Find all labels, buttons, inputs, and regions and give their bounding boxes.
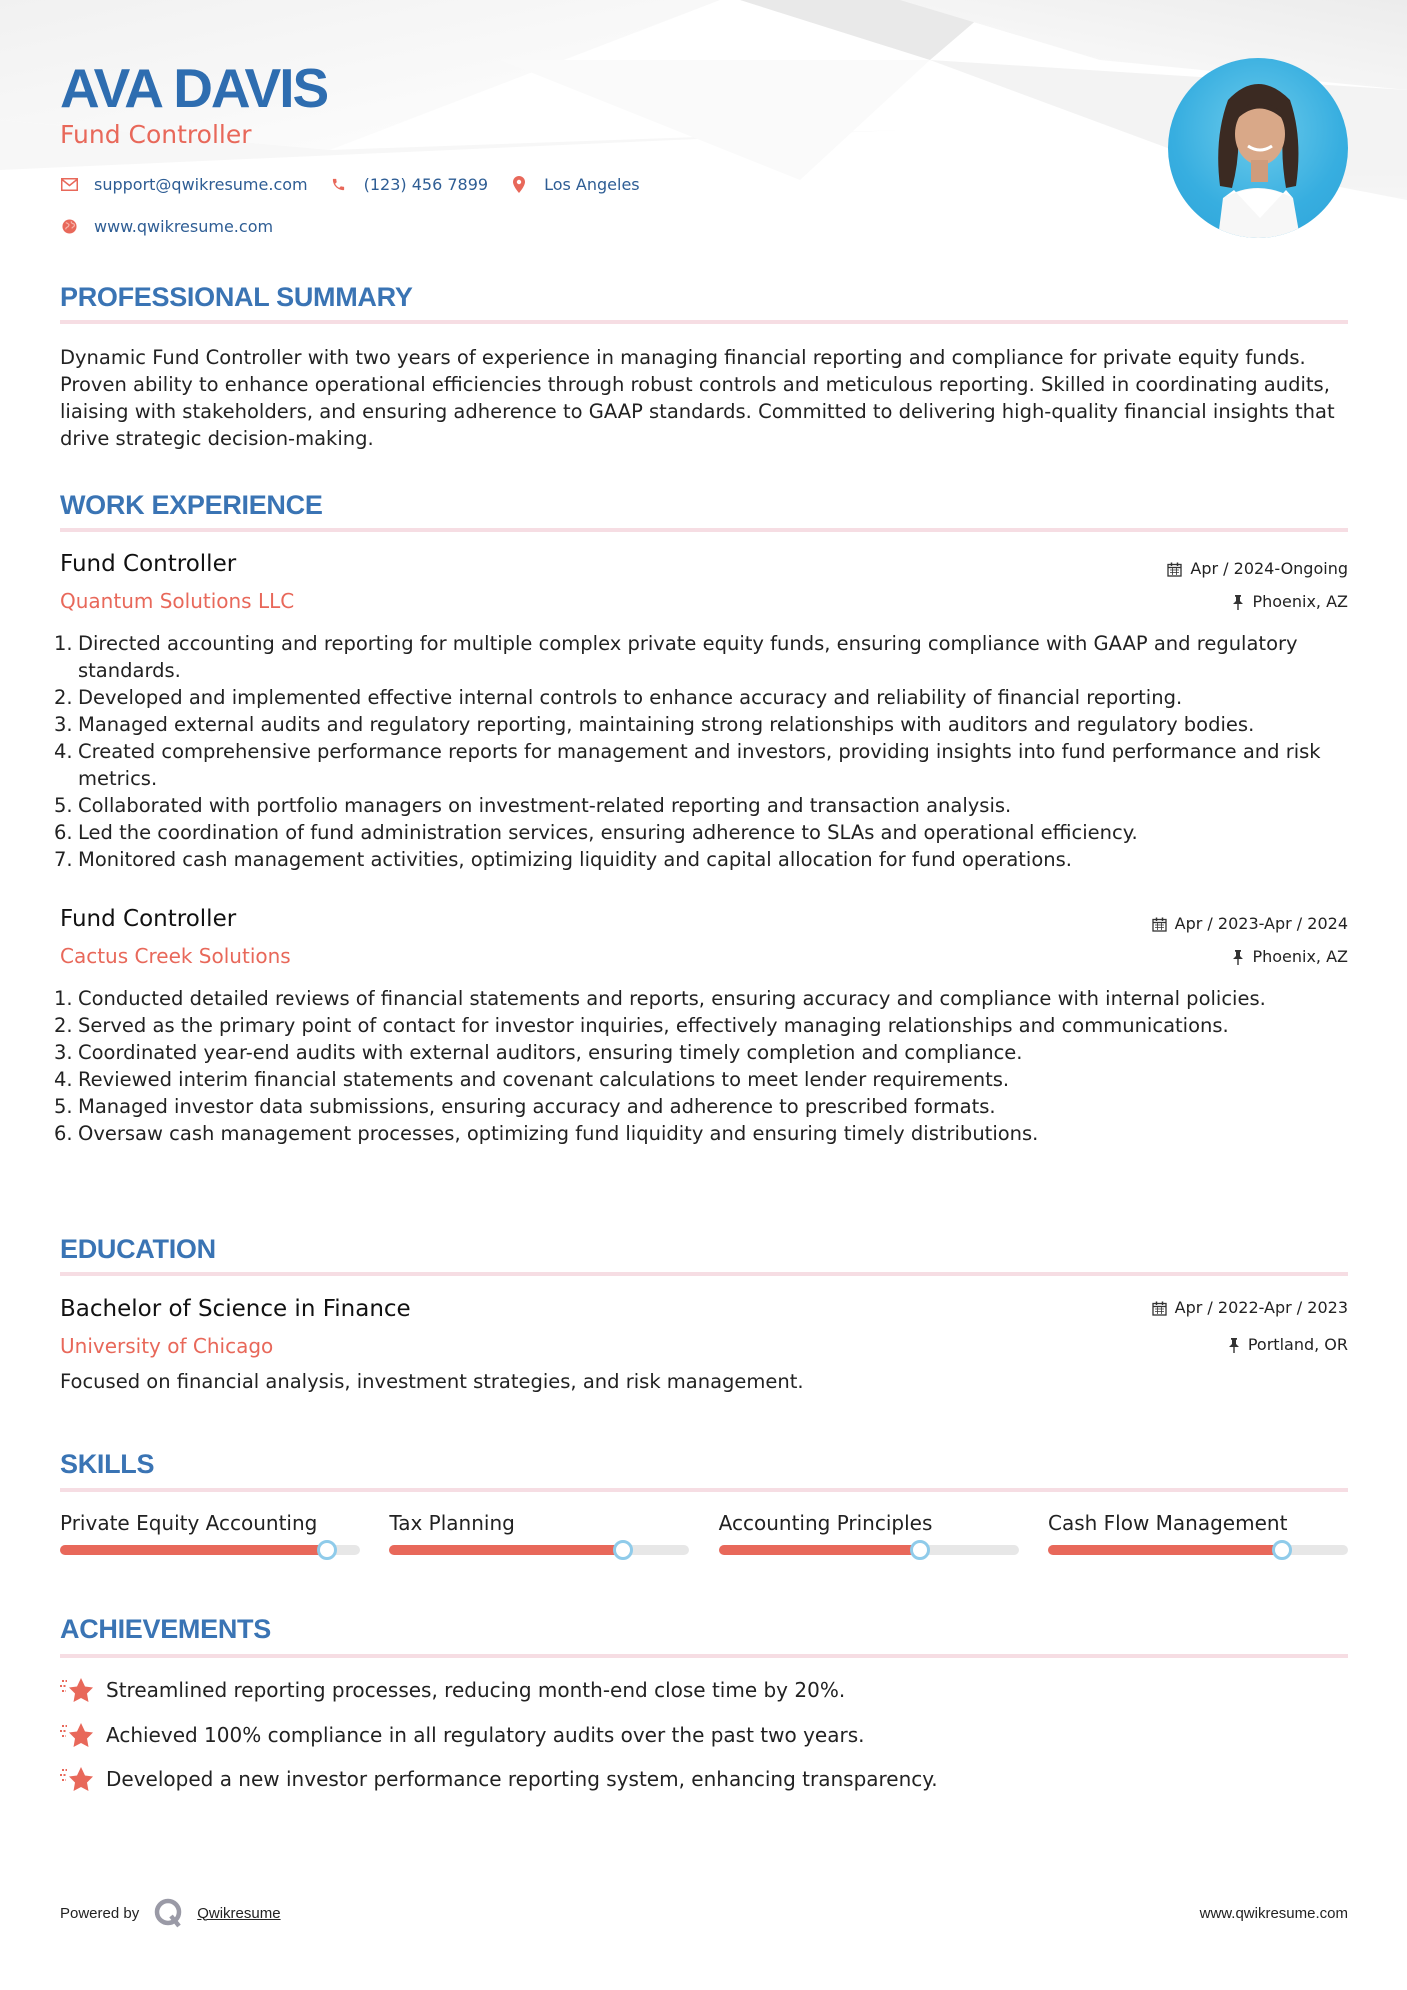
skill-label: Cash Flow Management [1047,1511,1288,1535]
achievement-text: Streamlined reporting processes, reducing month-end close time by 20%. [106,1678,846,1703]
job-dates [1152,914,1348,934]
summary-text: Dynamic Fund Controller with two years of experience in managing financial reporting and compliance for private equity funds. Proven ability to enhance operational efficiencies through robust controls and meticulous reporting. Skilled in coordinating audits, liaising with stakeholders, and ensuring adherence to GAAP standards. Committed to delivering high-quality financial insights that drive strategic decision-making. [60,346,1335,450]
powered-by-label: Powered by [60,1904,140,1922]
skill-level-bar [60,1545,360,1555]
skill-level-knob [317,1540,337,1560]
portrait-illustration [1168,58,1348,238]
school-name: University of Chicago [60,1334,274,1358]
list-item: 4. Reviewed interim financial statements and covenant calculations to meet lender requirements. [54,1068,1010,1091]
list-item [60,1757,1348,1802]
skill-level-fill [389,1545,623,1555]
skill-level-fill [60,1545,327,1555]
pushpin-icon [1228,1338,1240,1353]
section-divider [60,320,1348,324]
footer-powered-by [60,1897,281,1929]
job-dates-text: Apr / 2023-Apr / 2024 [1174,914,1348,933]
skill-item [719,1509,1019,1555]
section-title-achievements: ACHIEVEMENTS [60,1614,271,1644]
skill-level-knob [910,1540,930,1560]
phone-icon [330,175,348,193]
job-responsibilities [54,985,1348,1147]
list-item: 5. Collaborated with portfolio managers on investment-related reporting and transaction analysis. [54,794,1012,817]
skill-level-bar [719,1545,1019,1555]
list-item: 5. Managed investor data submissions, ensuring accuracy and adherence to prescribed formats. [54,1095,996,1118]
section-divider [60,1488,1348,1492]
job-dates [1167,559,1348,579]
skill-level-fill [1048,1545,1282,1555]
skill-item [389,1509,689,1555]
section-divider [60,528,1348,532]
calendar-icon [1167,562,1182,577]
calendar-icon [1152,1301,1167,1316]
globe-icon [60,217,78,235]
job-title: Fund Controller [60,906,237,932]
section-title-summary: PROFESSIONAL SUMMARY [60,282,413,312]
education-location-text: Portland, OR [1247,1335,1348,1354]
contact-row-primary [60,172,960,196]
education-dates-text: Apr / 2022-Apr / 2023 [1174,1298,1348,1317]
calendar-icon [1152,917,1167,932]
star-achievement-icon [60,1720,94,1750]
list-item: 1. Conducted detailed reviews of financial statements and reports, ensuring accuracy and compliance with internal policies. [54,987,1266,1010]
section-title-skills: SKILLS [60,1449,155,1479]
star-achievement-icon [60,1764,94,1794]
list-item: 2. Developed and implemented effective internal controls to enhance accuracy and reliability of financial reporting. [54,686,1183,709]
list-item: 3. Managed external audits and regulatory reporting, maintaining strong relationships with auditors and regulatory bodies. [54,713,1255,736]
contact-website[interactable] [60,217,273,236]
phone-text: (123) 456 7899 [363,174,489,194]
education-dates [1152,1298,1348,1318]
skill-level-knob [613,1540,633,1560]
candidate-name: AVA DAVIS [60,57,328,119]
job-company: Quantum Solutions LLC [60,589,295,613]
section-divider [60,1654,1348,1658]
skill-label: Private Equity Accounting [60,1511,318,1535]
qwikresume-link[interactable]: Qwikresume [197,1904,281,1922]
star-achievement-icon [60,1675,94,1705]
section-title-experience: WORK EXPERIENCE [60,490,323,520]
pushpin-icon [1232,950,1244,965]
skills-list [60,1509,1348,1555]
email-text: support@qwikresume.com [94,174,308,194]
list-item [60,1713,1348,1758]
list-item: 6. Oversaw cash management processes, optimizing fund liquidity and ensuring timely distributions. [54,1122,1039,1145]
job-responsibilities [54,630,1348,873]
job-location-text: Phoenix, AZ [1252,592,1348,611]
skill-label: Accounting Principles [718,1511,933,1535]
list-item: 2. Served as the primary point of contact for investor inquiries, effectively managing relationships and communications. [54,1014,1229,1037]
list-item: 6. Led the coordination of fund administration services, ensuring adherence to SLAs and operational efficiency. [54,821,1138,844]
degree-title: Bachelor of Science in Finance [60,1296,411,1322]
contact-row-secondary [60,214,960,238]
list-item [60,1668,1348,1713]
job-dates-text: Apr / 2024-Ongoing [1190,559,1348,578]
contact-phone[interactable] [330,175,488,194]
education-location [1228,1335,1348,1355]
skill-level-bar [389,1545,689,1555]
skill-level-bar [1048,1545,1348,1555]
skill-level-fill [719,1545,920,1555]
job-location [1232,947,1348,967]
profile-photo [1168,58,1348,238]
education-description: Focused on financial analysis, investment strategies, and risk management. [60,1370,804,1393]
list-item: 7. Monitored cash management activities, optimizing liquidity and capital allocation for fund operations. [54,848,1072,871]
section-divider [60,1272,1348,1276]
job-company: Cactus Creek Solutions [60,944,291,968]
achievement-text: Achieved 100% compliance in all regulatory audits over the past two years. [106,1722,865,1747]
skill-level-knob [1272,1540,1292,1560]
map-pin-icon [510,175,528,193]
footer-website-link[interactable]: www.qwikresume.com [1199,1905,1348,1922]
list-item: 1. Directed accounting and reporting for multiple complex private equity funds, ensuring compliance with GAAP and regulatory standards. [54,632,1298,682]
qwikresume-logo-icon [153,1897,185,1929]
contact-info [60,172,960,256]
job-location [1232,592,1348,612]
skill-label: Tax Planning [389,1511,515,1535]
contact-email[interactable] [60,175,308,194]
candidate-role: Fund Controller [60,120,252,149]
job-title: Fund Controller [60,551,237,577]
pushpin-icon [1232,595,1244,610]
achievement-text: Developed a new investor performance reporting system, enhancing transparency. [106,1767,938,1792]
list-item: 3. Coordinated year-end audits with external auditors, ensuring timely completion and compliance. [54,1041,1023,1064]
job-location-text: Phoenix, AZ [1252,947,1348,966]
achievements-list [60,1668,1348,1802]
website-text: www.qwikresume.com [94,216,274,236]
contact-location [510,175,640,194]
list-item: 4. Created comprehensive performance reports for management and investors, providing insights into fund performance and risk metrics. [54,740,1321,790]
skill-item [60,1509,360,1555]
section-title-education: EDUCATION [60,1234,216,1264]
envelope-icon [60,175,78,193]
location-text: Los Angeles [544,174,640,194]
skill-item [1048,1509,1348,1555]
